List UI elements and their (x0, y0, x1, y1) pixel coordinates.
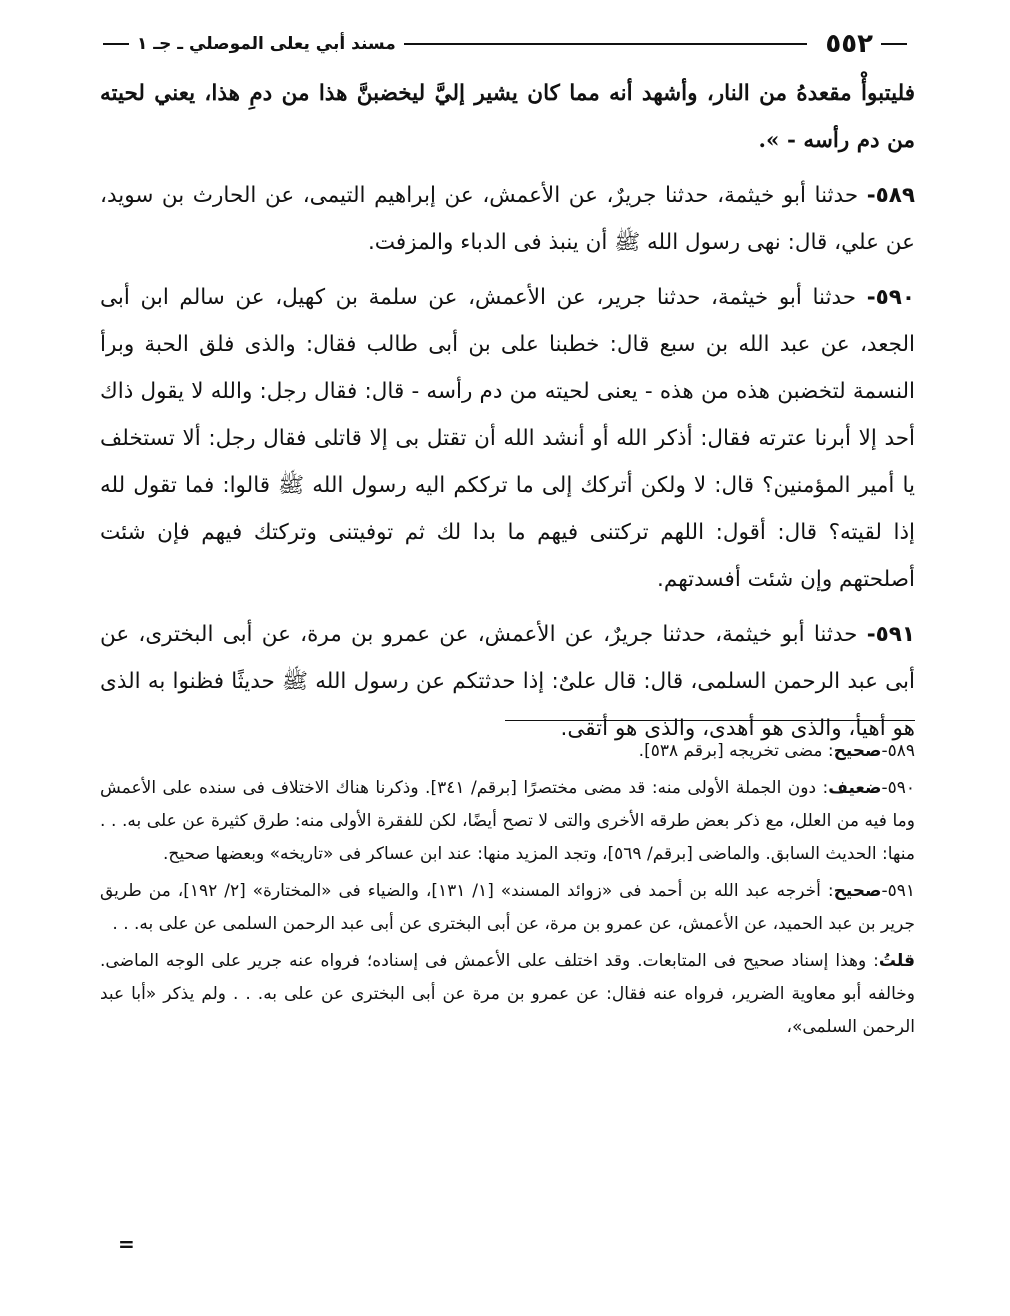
running-head (95, 26, 915, 62)
footnote-number: ٥٩١- (881, 881, 915, 901)
footnote-591 (100, 875, 915, 941)
footnote-separator (505, 720, 915, 721)
header-rule-short (881, 43, 907, 45)
footnotes (100, 735, 915, 1048)
footnote-grade: ضعيف (828, 778, 882, 798)
footnote-note (100, 945, 915, 1044)
footnote-grade: صحيح (833, 741, 882, 761)
page-number: ٥٥٢ (825, 29, 873, 59)
footnote-text: : وهذا إسناد صحيح فى المتابعات. وقد اختلف على الأعمش فى إسناده؛ فرواه عنه جرير على الوجه الماضى. وخالفه أبو معاوية الضرير، فرواه عنه فقال: عن عمرو بن مرة عن أبى البخترى عن على به. . . ولم يذكر «أبا عبد الرحمن السلمى»، (100, 951, 915, 1037)
header-rule-end (103, 43, 129, 45)
hadith-589 (100, 172, 915, 266)
continued-hadith-text: فليتبوأْ مقعدهُ من النار، وأشهد أنه مما كان يشير إليَّ ليخضبنَّ هذا من دمِ هذا، يعني لحيته من دم رأسه - ». (100, 81, 915, 153)
hadith-591 (100, 611, 915, 752)
hadith-number: ٥٩٠- (866, 285, 916, 310)
footnote-number: ٥٩٠- (881, 778, 915, 798)
footnote-589 (100, 735, 915, 768)
book-title: مسند أبي يعلى الموصلي ـ جـ ١ (137, 34, 396, 54)
footnote-number: ٥٨٩- (881, 741, 915, 761)
hadith-text: حدثنا أبو خيثمة، حدثنا جرير، عن الأعمش، عن سلمة بن كهيل، عن سالم ابن أبى الجعد، عن عبد الله بن سبع قال: خطبنا على بن أبى طالب فقال: والذى فلق الحبة وبرأ النسمة لتخضبن هذه من هذه - يعنى لحيته من دم رأسه - قال: فقال رجل: والله لا يقول ذاك أحد إلا أبرنا عترته فقال: أذكر الله أو أنشد الله أن تقتل بى إلا قاتلى فقال رجل: ألا تستخلف يا أمير المؤمنين؟ قال: لا ولكن أتركك إلى ما ترككم اليه رسول الله ﷺ قالوا: فما تقول لله إذا لقيته؟ قال: أقول: اللهم تركتنى فيهم ما بدا لك ثم توفيتنى وتركتك فيهم فإن شئت أصلحتهم وإن شئت أفسدتهم. (100, 285, 915, 592)
hadith-text: حدثنا أبو خيثمة، حدثنا جريرٌ، عن الأعمش، عن إبراهيم التيمى، عن الحارث بن سويد، عن علي، قال: نهى رسول الله ﷺ أن ينبذ فى الدباء والمزفت. (100, 183, 915, 255)
continuation-mark: = (118, 1232, 135, 1256)
footnote-note-lead: قلتُ (878, 951, 915, 971)
footnote-590 (100, 772, 915, 871)
main-text (100, 70, 915, 760)
hadith-number: ٥٩١- (866, 622, 915, 647)
footnote-grade: صحيح (833, 881, 882, 901)
footnote-text: : مضى تخريجه [برقم ٥٣٨]. (638, 741, 834, 761)
footnote-text: : أخرجه عبد الله بن أحمد فى «زوائد المسند» [١/ ١٣١]، والضياء فى «المختارة» [٢/ ١٩٢]، من طريق جرير بن عبد الحميد، عن الأعمش، عن عمرو بن مرة، عن أبى البخترى عن أبى عبد الرحمن السلمى عن على به. . . (100, 881, 915, 934)
hadith-590 (100, 274, 915, 603)
hadith-text: حدثنا أبو خيثمة، حدثنا جريرٌ، عن الأعمش، عن عمرو بن مرة، عن أبى البخترى، عن أبى عبد الرحمن السلمى، قال: قال علىٌ: إذا حدثتكم عن رسول الله ﷺ حديثًا فظنوا به الذى هو أهيأ، والذى هو أهدى، والذى هو أتقى. (100, 622, 915, 741)
header-rule (404, 43, 808, 45)
hadith-number: ٥٨٩- (866, 183, 916, 208)
footnote-text: : دون الجملة الأولى منه: قد مضى مختصرًا [برقم/ ٣٤١]. وذكرنا هناك الاختلاف فى سنده على الأعمش وما فيه من العلل، مع ذكر بعض طرقه الأخرى والتى لا تصح أيضًا، لكن للفقرة الأولى منه: طرق كثيرة عن على به. . . منها: الحديث السابق. والماضى [برقم/ ٥٦٩]، وتجد المزيد منها: عند ابن عساكر فى «تاريخه» وبعضها صحيح. (100, 778, 915, 864)
